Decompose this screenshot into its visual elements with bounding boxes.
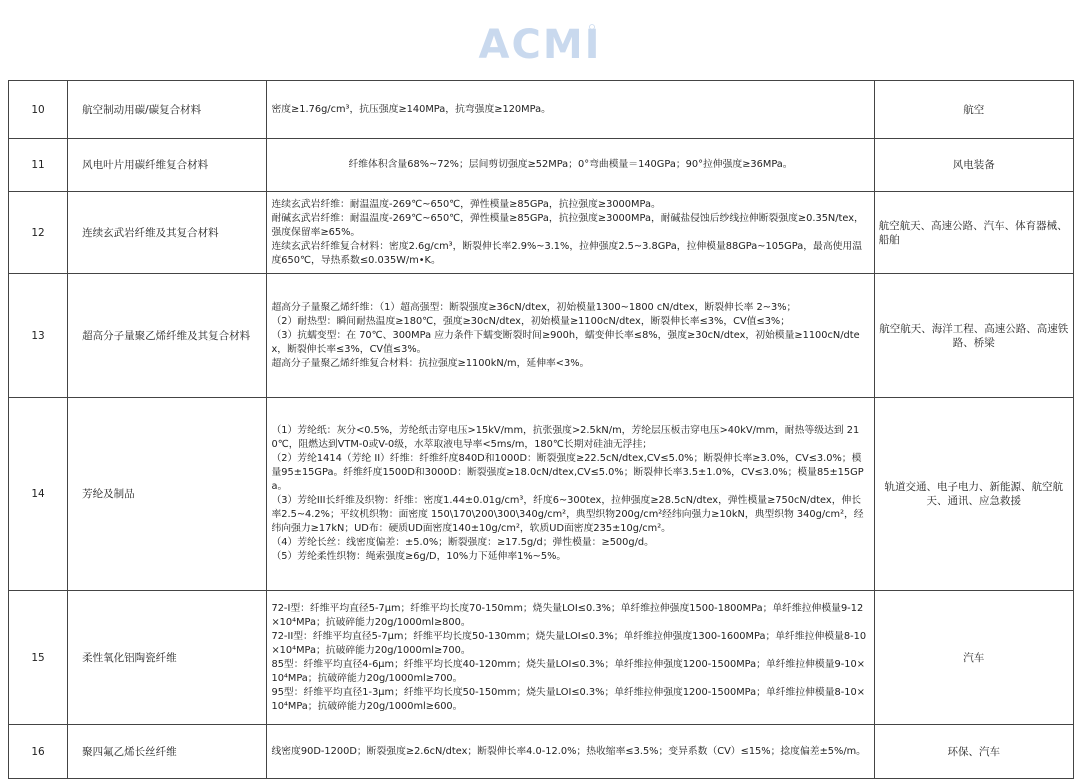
spec-line: （5）芳纶柔性织物：绳索强度≥6g/D，10%力下延伸率1%~5%。 xyxy=(271,551,567,562)
material-name: 风电叶片用碳纤维复合材料 xyxy=(68,139,267,192)
spec-line: 95型：纤维平均直径1-3μm；纤维平均长度50-150mm；烧失量LOI≤0.3%；单纤维拉伸强度1200-1500MPa；单纤维拉伸模量8-10×10⁴MPa；抗破碎能力20g/1000ml≥600。 xyxy=(271,686,865,712)
application-field: 航空航天、海洋工程、高速公路、高速铁路、桥梁 xyxy=(874,274,1073,398)
spec-line: 72-II型：纤维平均直径5-7μm；纤维平均长度50-130mm；烧失量LOI≤0.3%；单纤维拉伸强度1300-1600MPa；单纤维拉伸模量8-10×10⁴MPa；抗破碎能力20g/1000ml≥700。 xyxy=(271,630,867,656)
spec-line: 超高分子量聚乙烯纤维：（1）超高强型：断裂强度≥36cN/dtex，初始模量1300~1800 cN/dtex，断裂伸长率 2~3%； xyxy=(271,301,797,313)
row-number: 12 xyxy=(9,192,68,274)
material-spec xyxy=(267,398,874,591)
application-field: 航空航天、高速公路、汽车、体育器械、船舶 xyxy=(874,192,1073,274)
row-number: 16 xyxy=(9,725,68,779)
material-spec xyxy=(267,192,874,274)
material-name: 柔性氧化铝陶瓷纤维 xyxy=(68,591,267,725)
material-spec xyxy=(267,591,874,725)
application-field: 航空 xyxy=(874,81,1073,139)
acmi-logo xyxy=(0,0,1080,70)
row-number: 11 xyxy=(9,139,68,192)
spec-line: 连续玄武岩纤维：耐温温度-269℃~650℃，弹性模量≥85GPa，抗拉强度≥3000MPa。 xyxy=(271,198,661,210)
spec-line: 72-I型：纤维平均直径5-7μm；纤维平均长度70-150mm；烧失量LOI≤0.3%；单纤维拉伸强度1500-1800MPa；单纤维拉伸模量9-12×10⁴MPa；抗破碎能力20g/1000ml≥800。 xyxy=(271,602,864,628)
material-name: 超高分子量聚乙烯纤维及其复合材料 xyxy=(68,274,267,398)
spec-line: 85型：纤维平均直径4-6μm；纤维平均长度40-120mm；烧失量LOI≤0.3%；单纤维拉伸强度1200-1500MPa；单纤维拉伸模量9-10×10⁴MPa；抗破碎能力20g/1000ml≥700。 xyxy=(271,658,865,684)
application-field: 轨道交通、电子电力、新能源、航空航天、通讯、应急救援 xyxy=(874,398,1073,591)
spec-line: （2）芳纶1414（芳纶 II）纤维：纤维纤度840D和1000D：断裂强度≥22.5cN/dtex,CV≤5.0%；断裂伸长率≥3.0%，CV≤3.0%；模量95±15GPa。纤维纤度1500D和3000D：断裂强度≥18.0cN/dtex,CV≤5.0%；断裂伸长率3.5±1.0%，CV≤3.0%；模量85±15GPa。 xyxy=(271,453,864,492)
row-number: 10 xyxy=(9,81,68,139)
table-row xyxy=(9,139,1074,192)
spec-line: （4）芳纶长丝：线密度偏差：±5.0%；断裂强度：≥17.5g/d；弹性模量：≥500g/d。 xyxy=(271,537,654,548)
material-name: 连续玄武岩纤维及其复合材料 xyxy=(68,192,267,274)
material-spec xyxy=(267,139,874,192)
spec-line: 线密度90D-1200D；断裂强度≥2.6cN/dtex；断裂伸长率4.0-12.0%；热收缩率≤3.5%；变异系数（CV）≤15%；捻度偏差±5%/m。 xyxy=(271,745,866,757)
table-row xyxy=(9,591,1074,725)
table-row xyxy=(9,81,1074,139)
table-row xyxy=(9,725,1074,779)
table-row xyxy=(9,274,1074,398)
spec-line: 超高分子量聚乙烯纤维复合材料：抗拉强度≥1100kN/m，延伸率<3%。 xyxy=(271,357,590,369)
materials-table xyxy=(8,80,1074,779)
spec-line: （3）抗蠕变型：在 70℃、300MPa 应力条件下蠕变断裂时间≥900h，蠕变伸长率≤8%，强度≥30cN/dtex，初始模量≥1100cN/dtex，断裂伸长率≤3%，CV值≤3%。 xyxy=(271,329,860,355)
material-name: 聚四氟乙烯长丝纤维 xyxy=(68,725,267,779)
application-field: 汽车 xyxy=(874,591,1073,725)
spec-line: （3）芳纶III长纤维及织物：纤维：密度1.44±0.01g/cm³，纤度6~300tex，拉伸强度≥28.5cN/dtex，弹性模量≥750cN/dtex，伸长率2.5~4.2%；平纹机织物：面密度 150\170\200\300\340g/cm²，典型织物200g/cm²经纬向强力≥10kN，典型织物 340g/cm²，经纬向强力≥17kN；UD布：硬质UD面密度140±10g/cm²，软质UD面密度235±10g/cm²。 xyxy=(271,495,864,534)
spec-line: 耐碱玄武岩纤维：耐温温度-269℃~650℃，弹性模量≥85GPa，抗拉强度≥3000MPa，耐碱盐侵蚀后纱线拉伸断裂强度≥0.35N/tex，强度保留率≥65%。 xyxy=(271,212,864,238)
row-number: 13 xyxy=(9,274,68,398)
material-name: 芳纶及制品 xyxy=(68,398,267,591)
material-spec xyxy=(267,274,874,398)
spec-line: （2）耐热型：瞬间耐热温度≥180℃，强度≥30cN/dtex，初始模量≥1100cN/dtex，断裂伸长率≤3%，CV值≤3%； xyxy=(271,315,791,327)
spec-line: 密度≥1.76g/cm³，抗压强度≥140MPa，抗弯强度≥120MPa。 xyxy=(271,103,551,115)
logo-text: ACMI xyxy=(478,22,602,68)
row-number: 15 xyxy=(9,591,68,725)
application-field: 风电装备 xyxy=(874,139,1073,192)
spec-line: 纤维体积含量68%~72%；层间剪切强度≥52MPa；0°弯曲模量＝140GPa；90°拉伸强度≥36MPa。 xyxy=(348,159,793,170)
table-row xyxy=(9,398,1074,591)
application-field: 环保、汽车 xyxy=(874,725,1073,779)
row-number: 14 xyxy=(9,398,68,591)
spec-line: 连续玄武岩纤维复合材料：密度2.6g/cm³，断裂伸长率2.9%~3.1%，拉伸强度2.5~3.8GPa，拉伸模量88GPa~105GPa，最高使用温度650℃，导热系数≤0.035W/m•K。 xyxy=(271,240,863,266)
material-spec xyxy=(267,725,874,779)
spec-line: （1）芳纶纸：灰分<0.5%，芳纶纸击穿电压>15kV/mm，抗张强度>2.5kN/m，芳纶层压板击穿电压>40kV/mm，耐热等级达到 210℃，阻燃达到VTM-0或V-0级，水萃取液电导率<5ms/m，180℃长期对硅油无浮挂； xyxy=(271,425,860,450)
material-name: 航空制动用碳/碳复合材料 xyxy=(68,81,267,139)
material-spec xyxy=(267,81,874,139)
table-row xyxy=(9,192,1074,274)
